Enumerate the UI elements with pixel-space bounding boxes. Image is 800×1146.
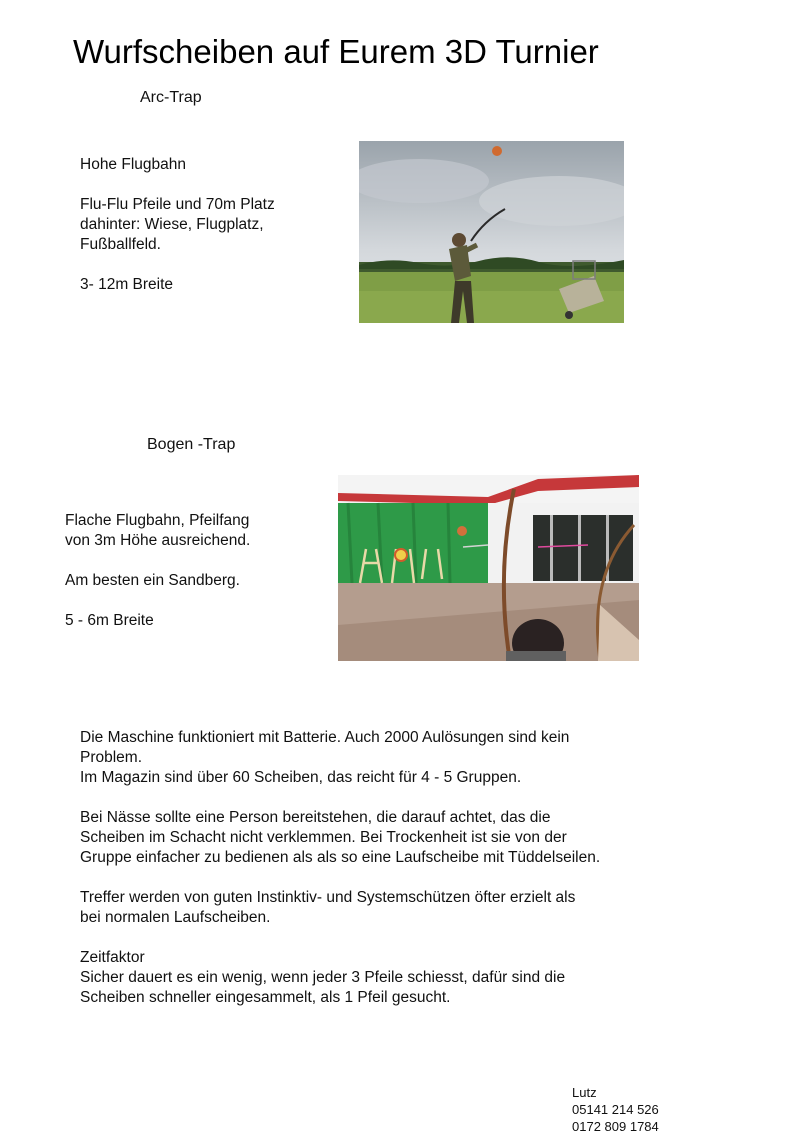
bogen-trap-description bbox=[65, 511, 335, 631]
text-line: Problem. bbox=[80, 749, 143, 766]
text-line: dahinter: Wiese, Flugplatz, bbox=[80, 216, 264, 233]
blank-line bbox=[80, 928, 770, 948]
text-line: Bei Nässe sollte eine Person bereitstehen, die darauf achtet, das die bbox=[80, 809, 551, 826]
contact-mobile: 0172 809 1784 bbox=[572, 1119, 659, 1134]
text-line: Flu-Flu Pfeile und 70m Platz bbox=[80, 196, 275, 213]
text-line: Hohe Flugbahn bbox=[80, 156, 186, 173]
blank-line bbox=[80, 255, 350, 275]
page-title: Wurfscheiben auf Eurem 3D Turnier bbox=[73, 33, 599, 70]
text-line: Die Maschine funktioniert mit Batterie. Auch 2000 Aulösungen sind kein bbox=[80, 729, 570, 746]
text-line: Treffer werden von guten Instinktiv- und Systemschützen öfter erzielt als bbox=[80, 889, 576, 906]
text-line: von 3m Höhe ausreichend. bbox=[65, 532, 251, 549]
text-line: bei normalen Laufscheiben. bbox=[80, 909, 271, 926]
arc-trap-photo bbox=[359, 141, 624, 323]
text-line: Flache Flugbahn, Pfeilfang bbox=[65, 512, 250, 529]
text-line: Am besten ein Sandberg. bbox=[65, 572, 240, 589]
blank-line bbox=[80, 868, 770, 888]
text-line: Sicher dauert es ein wenig, wenn jeder 3 Pfeile schiesst, dafür sind die bbox=[80, 969, 566, 986]
text-line: Fußballfeld. bbox=[80, 236, 161, 253]
text-line: 5 - 6m Breite bbox=[65, 612, 154, 629]
bogen-trap-photo bbox=[338, 475, 639, 661]
text-line: Im Magazin sind über 60 Scheiben, das reicht für 4 - 5 Gruppen. bbox=[80, 769, 522, 786]
text-line: 3- 12m Breite bbox=[80, 276, 174, 293]
archer-field-image bbox=[359, 141, 624, 323]
description-body bbox=[80, 728, 770, 1008]
indoor-range-image bbox=[338, 475, 639, 661]
text-line: Gruppe einfacher zu bedienen als als so eine Laufscheibe mit Tüddelseilen. bbox=[80, 849, 601, 866]
arc-trap-heading: Arc-Trap bbox=[140, 89, 202, 106]
text-line: Zeitfaktor bbox=[80, 949, 145, 966]
text-line: Scheiben im Schacht nicht verklemmen. Bei Trockenheit ist sie von der bbox=[80, 829, 567, 846]
text-line: Scheiben schneller eingesammelt, als 1 Pfeil gesucht. bbox=[80, 989, 451, 1006]
arc-trap-description bbox=[80, 155, 350, 295]
blank-line bbox=[80, 175, 350, 195]
bogen-trap-heading: Bogen -Trap bbox=[147, 436, 236, 453]
blank-line bbox=[65, 551, 335, 571]
contact-phone: 05141 214 526 bbox=[572, 1102, 659, 1117]
blank-line bbox=[65, 591, 335, 611]
blank-line bbox=[80, 788, 770, 808]
contact-name: Lutz bbox=[572, 1085, 597, 1100]
contact-block bbox=[572, 1084, 659, 1135]
